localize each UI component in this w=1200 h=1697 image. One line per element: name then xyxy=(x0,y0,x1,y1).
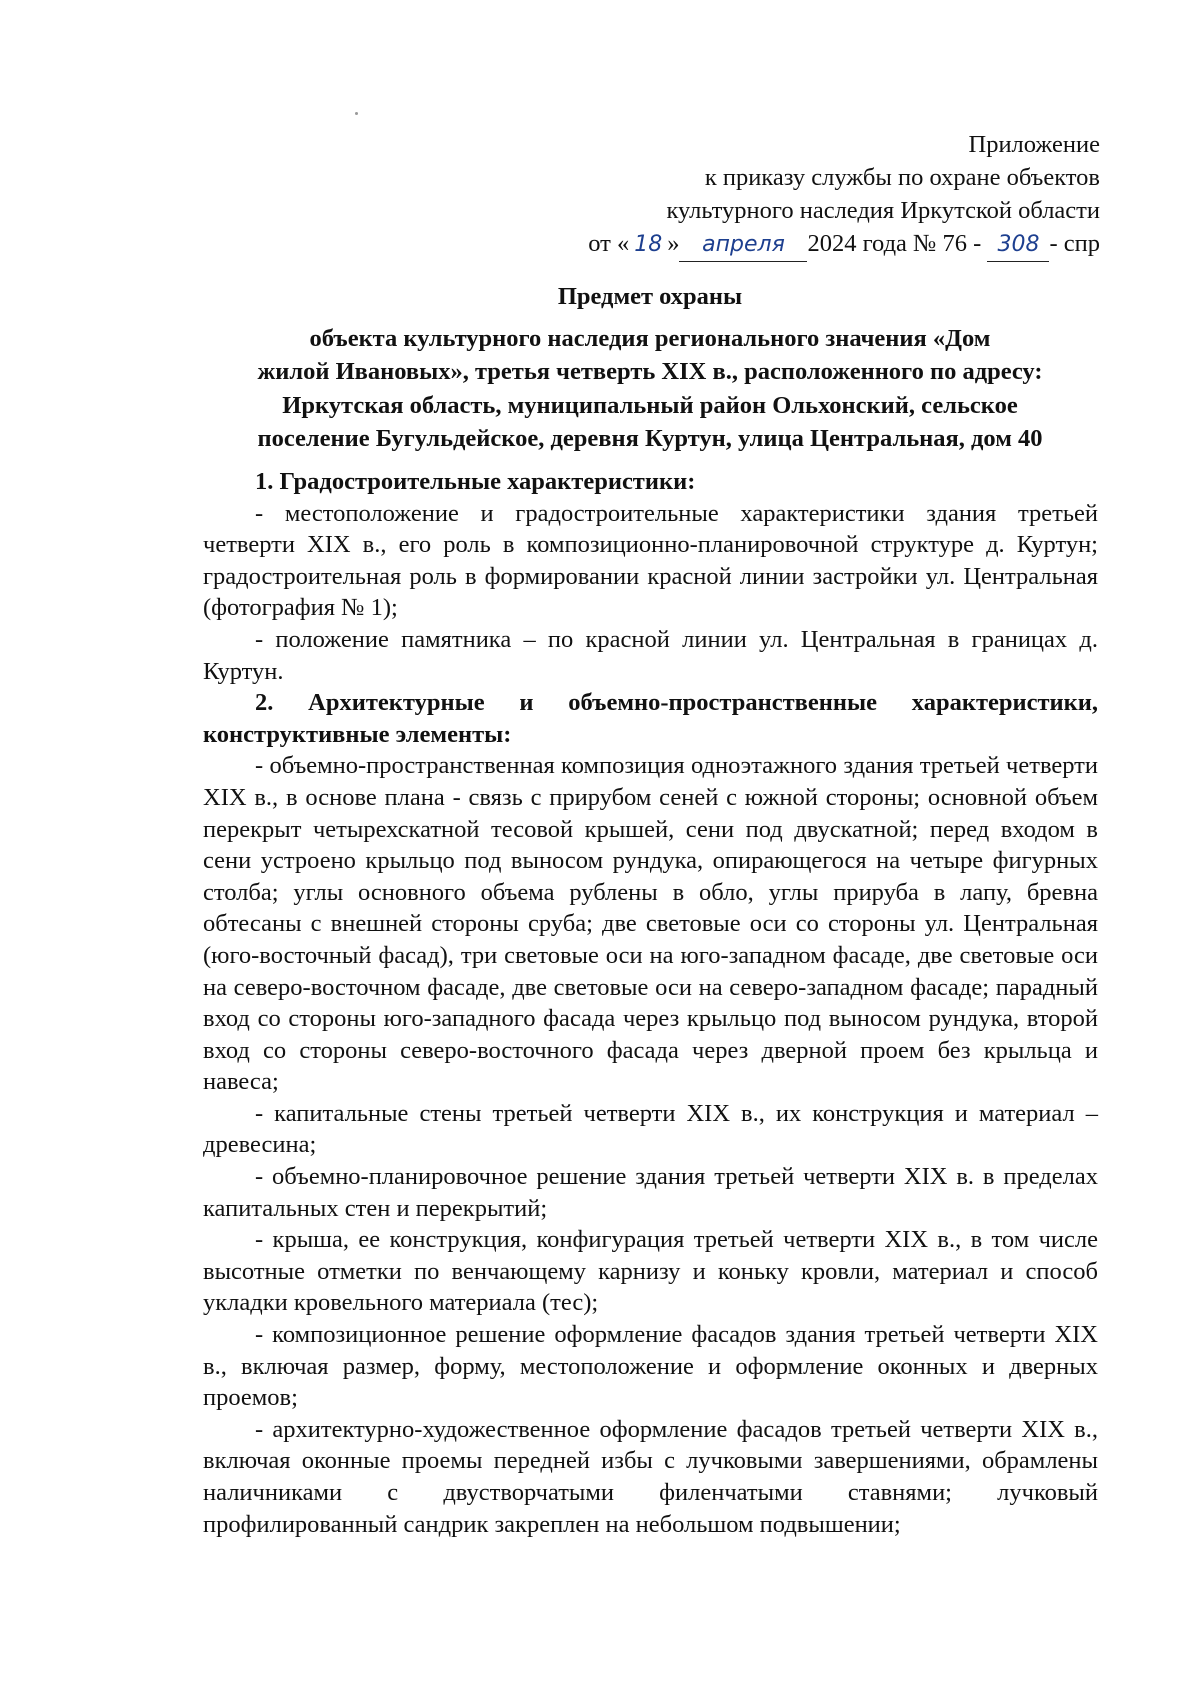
section-heading-2: 2. Архитектурные и объемно-пространственные характеристики, конструктивные элементы: xyxy=(203,689,1098,748)
appendix-line-2: к приказу службы по охране объектов xyxy=(704,164,1100,191)
date-year-text: 2024 года № 76 - xyxy=(807,230,982,257)
handwritten-month: апреля xyxy=(679,228,807,262)
section-1-item-1: - местоположение и градостроительные характеристики здания третьей четверти XIX в., его роль в композиционно-планировочной структуре д. Куртун; градостроительная роль в формировании красной линии застройки ул. Центральная (фотография № 1); xyxy=(203,499,1098,622)
handwritten-day: 18 xyxy=(634,232,663,257)
section-2-item-2: - капитальные стены третьей четверти XIX в., их конструкция и материал – древесина; xyxy=(203,1099,1098,1159)
section-2-item-5: - композиционное решение оформление фасадов здания третьей четверти XIX в., включая размер, форму, местоположение и оформление оконных и дверных проемов; xyxy=(203,1321,1098,1412)
appendix-title: Приложение xyxy=(968,131,1100,158)
title-line-3: Иркутская область, муниципальный район Ольхонский, сельское xyxy=(282,391,1018,419)
date-mid: » xyxy=(667,230,680,257)
section-2-item-6: - архитектурно-художественное оформление фасадов третьей четверти XIX в., включая оконные проемы передней избы с лучковыми завершениями, обрамлены наличниками с двустворчатыми филенчатыми ставнями; лучковый профилированный сандрик закреплен на небольшом подвышении; xyxy=(203,1415,1098,1538)
date-prefix: от « xyxy=(588,230,630,257)
section-1-item-2: - положение памятника – по красной линии ул. Центральная в границах д. Куртун. xyxy=(203,625,1098,685)
section-2-item-4: - крыша, ее конструкция, конфигурация третьей четверти XIX в., в том числе высотные отметки по венчающему карнизу и коньку кровли, материал и способ укладки кровельного материала (тес); xyxy=(203,1226,1098,1317)
section-2-item-3: - объемно-планировочное решение здания третьей четверти XIX в. в пределах капитальных стен и перекрытий; xyxy=(203,1163,1098,1222)
document-title-block xyxy=(200,280,1100,456)
appendix-block xyxy=(460,128,1100,262)
date-suffix: - спр xyxy=(1049,230,1100,257)
appendix-line-3: культурного наследия Иркутской области xyxy=(666,197,1100,224)
scan-speck xyxy=(355,112,358,115)
section-heading-1: 1. Градостроительные характеристики: xyxy=(255,468,696,495)
section-2-item-1: - объемно-пространственная композиция одноэтажного здания третьей четверти XIX в., в основе плана - связь с прирубом сеней с южной стороны; основной объем перекрыт четырехскатной тесовой крышей, сени под двускатной; перед входом в сени устроено крыльцо под выносом рундука, опирающегося на четыре фигурных столба; углы основного объема рублены в обло, углы прируба в лапу, бревна обтесаны с внешней стороны сруба; две световые оси со стороны ул. Центральная (юго-восточный фасад), три световые оси на юго-западном фасаде, две световые оси на северо-восточном фасаде, две световые оси на северо-западном фасаде; парадный вход со стороны юго-западного фасада через крыльцо под выносом рундука, второй вход со стороны северо-восточного фасада через дверной проем без крыльца и навеса; xyxy=(203,752,1098,1096)
title-line-4: поселение Бугульдейское, деревня Куртун, улица Центральная, дом 40 xyxy=(257,425,1043,452)
document-title: Предмет охраны xyxy=(557,283,743,310)
handwritten-order-number: 308 xyxy=(987,228,1049,262)
title-line-1: объекта культурного наследия регионального значения «Дом xyxy=(309,324,991,352)
title-line-2: жилой Ивановых», третья четверть XIX в., расположенного по адресу: xyxy=(257,358,1043,385)
appendix-date-line xyxy=(460,227,1100,262)
document-body xyxy=(203,466,1098,1540)
